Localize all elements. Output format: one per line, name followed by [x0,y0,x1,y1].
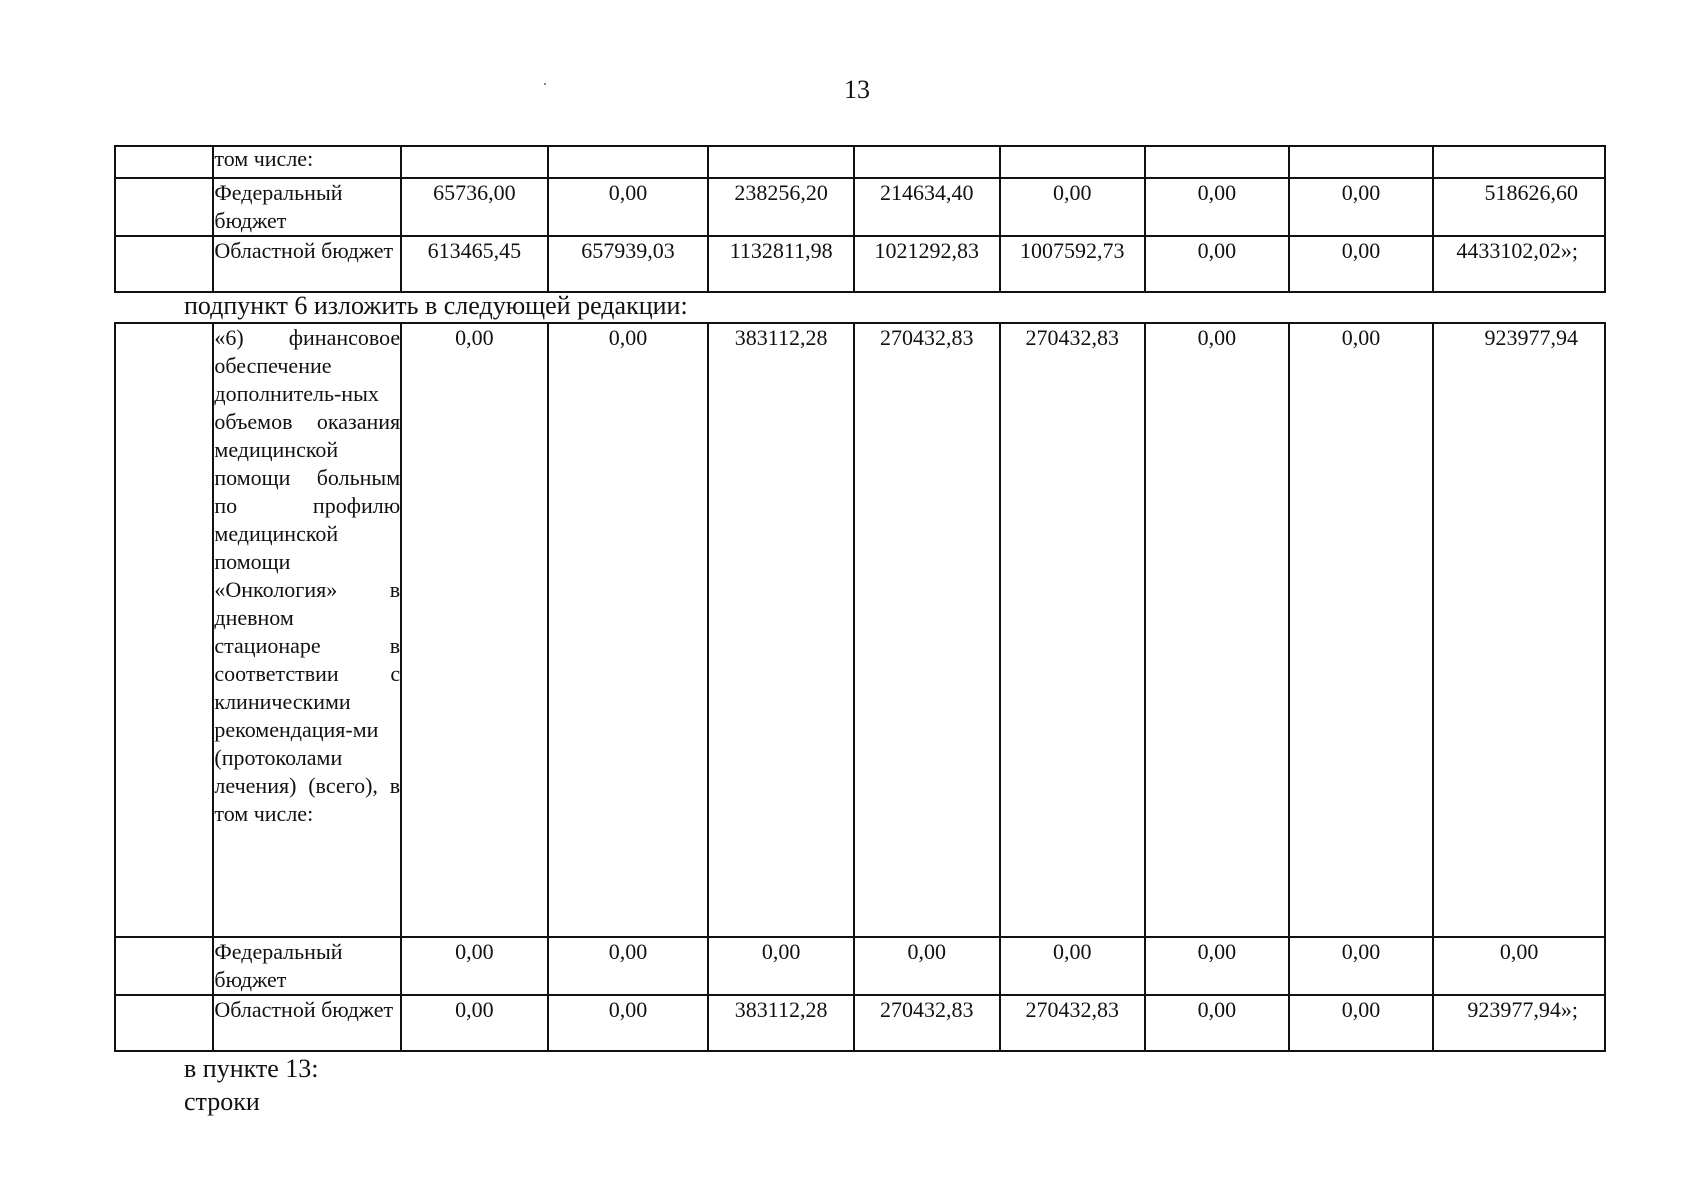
value-cell: 0,00 [1289,178,1434,236]
value-cell: 0,00 [1289,236,1434,292]
value-cell: 1007592,73 [1000,236,1146,292]
row-label: Областной бюджет [213,236,401,292]
total-cell: 923977,94 [1433,323,1605,937]
table-row [115,236,1605,292]
value-cell: 0,00 [1145,937,1289,995]
total-cell: 923977,94»; [1433,995,1605,1051]
empty-cell [115,146,213,178]
value-cell: 0,00 [548,995,709,1051]
value-cell: 270432,83 [1000,323,1146,937]
row-label: Федеральный бюджет [213,937,401,995]
value-cell: 0,00 [1289,323,1434,937]
value-cell: 657939,03 [548,236,709,292]
budget-table-top [114,145,1606,293]
value-cell [1000,146,1146,178]
value-cell: 0,00 [401,995,548,1051]
value-cell: 270432,83 [854,323,1000,937]
value-cell: 0,00 [1145,323,1289,937]
value-cell: 0,00 [1289,995,1434,1051]
table-row [115,146,1605,178]
value-cell: 1021292,83 [854,236,1000,292]
value-cell [401,146,548,178]
value-cell: 65736,00 [401,178,548,236]
value-cell: 0,00 [401,937,548,995]
total-cell: 518626,60 [1433,178,1605,236]
row-label: том числе: [213,146,401,178]
value-cell: 270432,83 [854,995,1000,1051]
paragraph-subitem-6: подпункт 6 изложить в следующей редакции: [184,291,688,320]
value-cell: 0,00 [1145,995,1289,1051]
value-cell [548,146,709,178]
empty-cell [115,937,213,995]
value-cell: 0,00 [548,937,709,995]
value-cell: 0,00 [401,323,548,937]
value-cell: 0,00 [1145,178,1289,236]
value-cell: 613465,45 [401,236,548,292]
value-cell [1145,146,1289,178]
value-cell [854,146,1000,178]
value-cell: 383112,28 [708,323,854,937]
paragraph-item-13: в пункте 13: [184,1054,319,1083]
page-number: 13 [844,75,870,104]
table-row [115,937,1605,995]
value-cell: 0,00 [1289,937,1434,995]
table-row [115,995,1605,1051]
row-label: «6) финансовое обеспечение дополнитель-ных объемов оказания медицинской помощи больным по профилю медицинской помощи «Онкология» в дневном стационаре в соответствии с клиническими рекомендация-ми (протоколами лечения) (всего), в том числе: [213,323,401,937]
value-cell: 1132811,98 [708,236,854,292]
empty-cell [115,178,213,236]
table-row [115,178,1605,236]
total-cell: 4433102,02»; [1433,236,1605,292]
value-cell [708,146,854,178]
empty-cell [115,236,213,292]
value-cell: 0,00 [1145,236,1289,292]
scan-speck [544,83,546,85]
value-cell: 0,00 [1000,937,1146,995]
total-cell: 0,00 [1433,937,1605,995]
total-cell [1433,146,1605,178]
value-cell: 0,00 [708,937,854,995]
value-cell [1289,146,1434,178]
row-label: Областной бюджет [213,995,401,1051]
table-row [115,323,1605,937]
paragraph-rows: строки [184,1087,260,1116]
value-cell: 0,00 [548,323,709,937]
value-cell: 383112,28 [708,995,854,1051]
value-cell: 0,00 [1000,178,1146,236]
value-cell: 214634,40 [854,178,1000,236]
value-cell: 238256,20 [708,178,854,236]
value-cell: 270432,83 [1000,995,1146,1051]
value-cell: 0,00 [548,178,709,236]
budget-table-bottom [114,322,1606,1052]
row-label: Федеральный бюджет [213,178,401,236]
value-cell: 0,00 [854,937,1000,995]
empty-cell [115,995,213,1051]
empty-cell [115,323,213,937]
